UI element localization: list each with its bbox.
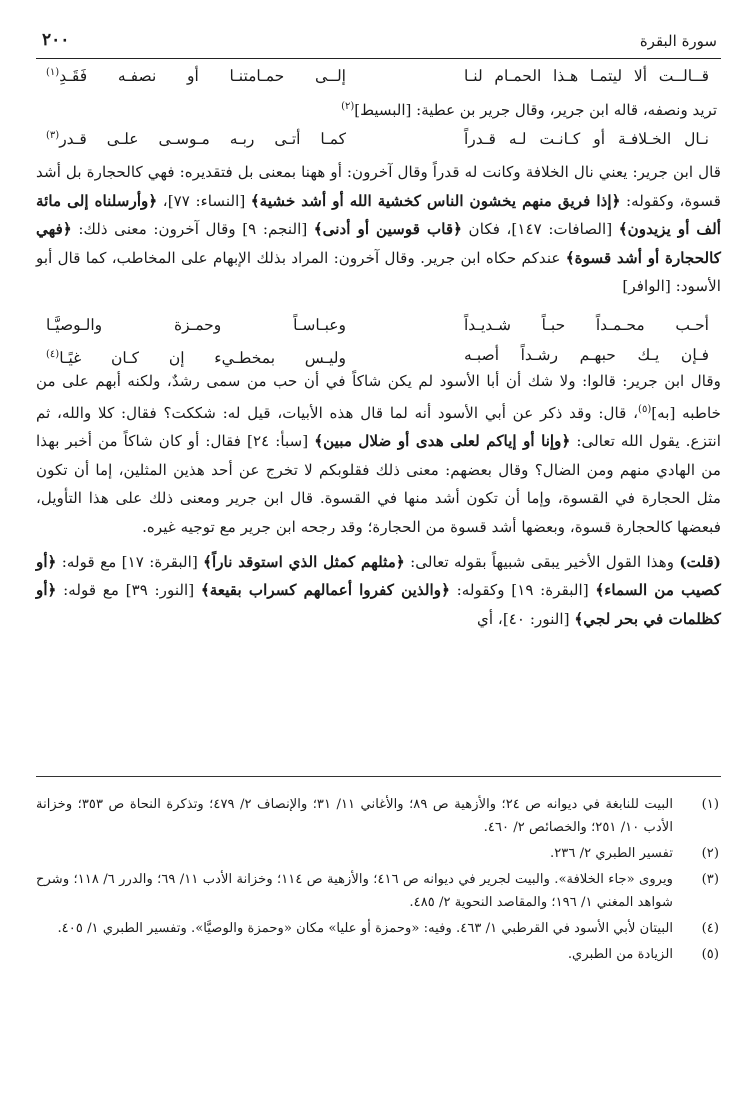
verse-hemistich-second: وعبـاسـاً وحمـزة والـوصيَّـا — [46, 315, 346, 334]
verse-hemistich-first: أحـب محـمـداً حبـاً شـديـداً — [464, 315, 709, 334]
footnote-ref: (٢) — [341, 101, 355, 112]
footnote-number: (٢) — [701, 846, 719, 861]
footnote-ref: (٣) — [46, 130, 60, 141]
verse-hemistich-second-text: إلــى حمـامتنـا أو نصفـه فَقَـدِ — [59, 67, 346, 86]
verse-hemistich-first: نـال الخـلافـة أو كـانـت لـه قـدراً — [464, 130, 709, 148]
footnote-number: (٥) — [701, 947, 719, 962]
quran-quote: ﴿مثلهم كمثل الذي استوقد ناراً﴾ — [203, 552, 405, 571]
verse-hemistich-first: قــالــت ألا ليتمـا هـذا الحمـام لنـا — [464, 67, 709, 85]
text-run: ، قال: وقد ذكر عن أبي الأسود أنه لما قال هذه الأبيات، قيل له: شككت؟ فقال: كلا والله، ثم انتزع. يقول الله تعالى: — [36, 403, 721, 451]
text-run: [النجم: ٩] وقال آخرون: معنى ذلك: — [71, 220, 314, 239]
footnote — [36, 943, 721, 966]
text-run: [البقرة: ١٧] مع قوله: — [56, 552, 204, 571]
quran-quote: ﴿فهي كالحجارة أو أشد قسوة﴾ — [36, 220, 722, 267]
text-run: قال ابن جرير: يعني نال الخلافة وكانت له قدراً وقال آخرون: أو ههنا بمعنى بل فتقديره: فهي كالحجارة بل أشد قسوة، وكقوله: — [36, 163, 722, 210]
quran-quote: ﴿أو كصيب من السماء﴾ — [36, 552, 721, 600]
text-run: [سبأ: ٢٤] فقال: أو كان شاكاً من أخبر بهذا من الهادي منهم ومن الضال؟ وقال بعضهم: معنى ذلك فقلوبكم لا تخرج عن أحد هذين المثلين، إما أن تكون مثل الحجارة في القسوة، وإما أن تكون أشد منها في القسوة. قال ابن جرير ومعنى ذلك على هذا التأويل، فبعضها كالحجارة قسوة، وبعضها أشد قسوة من الحجارة؛ وقد رجحه ابن جرير مع توجيه غيره. — [36, 432, 721, 536]
paragraph — [36, 367, 721, 542]
footnote-text: البيت للنابغة في ديوانه ص ٢٤؛ والأزهية ص ٨٩؛ والأغاني ١١/ ٣١؛ والإنصاف ٢/ ٤٧٩؛ وتذكرة النحاة ص ٣٥٣؛ وخزانة الأدب ١٠/ ٢٥١؛ والخصائص ٢/ ٤٦٠. — [36, 797, 673, 835]
footnotes — [36, 793, 721, 969]
verse-hemistich-second — [46, 341, 346, 373]
verse-hemistich-second — [46, 67, 346, 85]
text-run: وهذا القول الأخير يبقى شبيهاً بقوله تعالى: — [404, 552, 680, 571]
poem-line — [36, 305, 721, 335]
text-run: [النور: ٤٠]، أي — [476, 609, 575, 628]
footnote — [36, 868, 721, 914]
page-number: ٢٠٠ — [42, 30, 70, 50]
footnote — [36, 842, 721, 865]
quran-quote: ﴿قاب قوسين أو أدنى﴾ — [313, 220, 463, 239]
verse-hemistich-first: فـإن يـك حبهـم رشـداً أصبـه — [464, 345, 709, 364]
footnote-text: تفسير الطبري ٢/ ٢٣٦. — [549, 846, 673, 861]
surah-title: سورة البقرة — [639, 32, 717, 50]
main-text — [36, 158, 721, 633]
footnote-text: ويروى «جاء الخلافة». والبيت لجرير في ديوانه ص ٤١٦؛ والأزهية ص ١١٤؛ وخزانة الأدب ١١/ ٦٩؛ والدرر ٦/ ١١٨؛ وشرح شواهد المغني ١/ ١٩٦؛ والمقاصد النحوية ٢/ ٤٨٥. — [36, 872, 674, 910]
poem-line — [36, 335, 721, 368]
footnote-text: الزيادة من الطبري. — [567, 947, 673, 962]
footnote-text: البيتان لأبي الأسود في القرطبي ١/ ٤٦٣. وفيه: «وحمزة أو عليا» مكان «وحمزة والوصيَّا». وتفسير الطبري ١/ ٤٠٥. — [57, 921, 673, 936]
verse-hemistich-second-text: كمـا أتـى ربـه مـوسـى علـى قـدر — [59, 130, 346, 149]
footnote-ref: (٥) — [638, 403, 652, 415]
footnote-number: (٣) — [701, 872, 719, 887]
text-run: [النور: ٣٩] مع قوله: — [56, 581, 201, 600]
quran-quote: ﴿وأرسلناه إلى مائة ألف أو يزيدون﴾ — [36, 191, 721, 239]
text-run: وقال ابن جرير: قالوا: ولا شك أن أبا الأسود لم يكن شاكاً في أن حب من سمى رشدٌ، ولكنه أبهم على من خاطبه [به] — [36, 371, 721, 422]
footnote-number: (١) — [701, 797, 719, 812]
text-run: عندكم حكاه ابن جرير. وقال آخرون: المراد بذلك الإبهام على المخاطب، كما قال أبو الأسود: [الوافر] — [36, 248, 721, 296]
footnote — [36, 917, 721, 940]
quran-quote: ﴿أو كظلمات في بحر لجي﴾ — [36, 581, 721, 628]
paragraph — [36, 158, 721, 301]
prose-text: تريد ونصفه، قاله ابن جرير، وقال جرير بن عطية: [البسيط] — [354, 101, 717, 119]
running-header — [36, 28, 721, 59]
footnote-separator — [36, 776, 721, 777]
paragraph — [36, 548, 721, 634]
quran-quote: ﴿وإنا أو إياكم لعلى هدى أو ضلال مبين﴾ — [314, 432, 571, 451]
prose-line-1 — [36, 93, 721, 124]
qult-marker: (قلت) — [679, 552, 721, 571]
footnote-number: (٤) — [701, 921, 719, 936]
text-run: [البقرة: ١٩] وكقوله: — [449, 581, 596, 600]
page — [36, 28, 722, 962]
footnote — [36, 793, 721, 839]
verse-hemistich-second-text: وليـس بمخطـيء إن كـان غيًـا — [59, 349, 346, 368]
quran-quote: ﴿إذا فريق منهم يخشون الناس كخشية الله أو أشد خشية﴾ — [250, 191, 621, 210]
text-run: [النساء: ٧٧]، — [157, 191, 251, 210]
verse-line-1 — [36, 59, 721, 93]
verse-hemistich-second — [46, 130, 346, 148]
poem — [36, 305, 721, 368]
footnote-ref: (٤) — [46, 348, 60, 360]
verse-line-2 — [36, 124, 721, 154]
text-run: [الصافات: ١٤٧]، فكان — [462, 220, 619, 239]
footnote-ref: (١) — [46, 67, 60, 78]
quran-quote: ﴿والذين كفروا أعمالهم كسراب بقيعة﴾ — [200, 581, 450, 600]
